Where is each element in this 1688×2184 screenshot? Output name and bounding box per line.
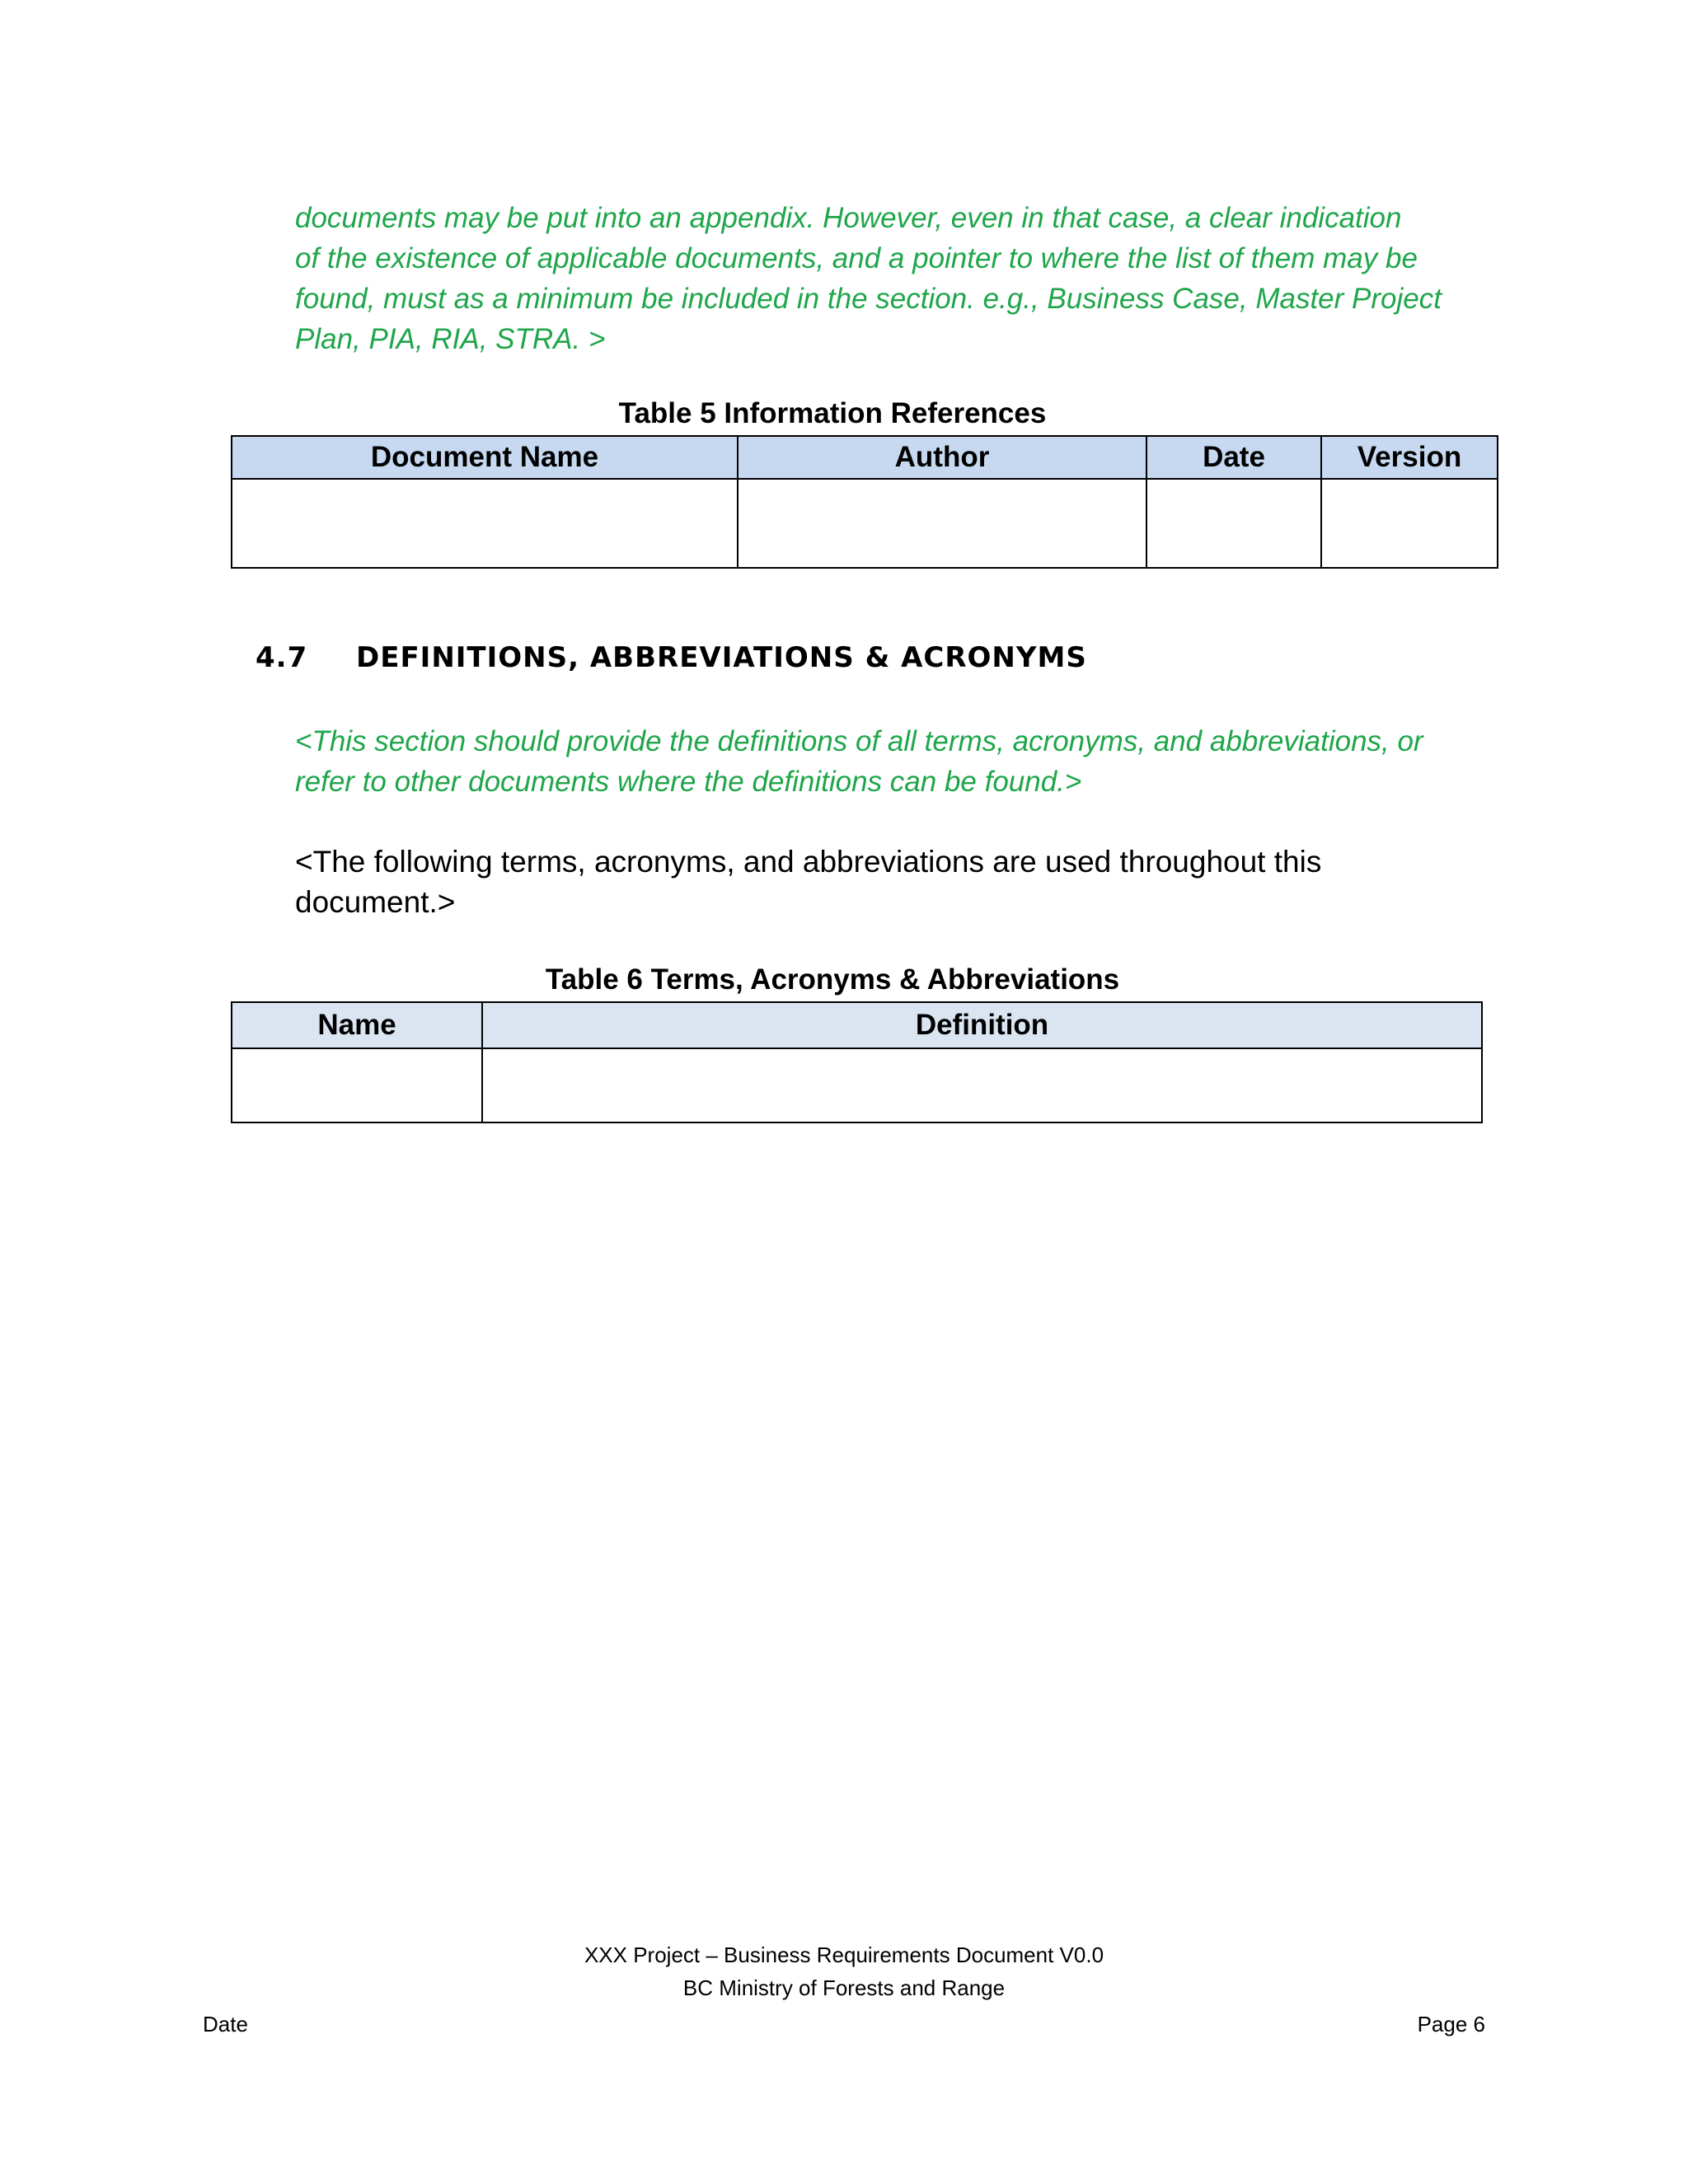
table6-caption: Table 6 Terms, Acronyms & Abbreviations (545, 963, 1120, 996)
intro-instruction-paragraph (295, 198, 1490, 359)
intro-line: documents may be put into an appendix. However, even in that case, a clear indication (295, 202, 1402, 234)
table-cell[interactable] (738, 479, 1146, 568)
intro-line: of the existence of applicable documents, and a pointer to where the list of them may be (295, 242, 1418, 274)
section-heading (256, 640, 1087, 676)
footer-document-title: XXX Project – Business Requirements Document V0.0 (584, 1943, 1104, 1967)
table-cell[interactable] (1321, 479, 1498, 568)
footer-organization: BC Ministry of Forests and Range (682, 1975, 1006, 2000)
table5-caption: Table 5 Information References (618, 397, 1047, 429)
footer-page-number: Page 6 (1417, 2012, 1485, 2036)
body-line: <The following terms, acronyms, and abbreviations are used throughout this (295, 845, 1322, 879)
column-header-name: Name (232, 1002, 482, 1048)
column-header-version: Version (1321, 436, 1498, 479)
column-header-definition: Definition (482, 1002, 1482, 1048)
section-number: 4.7 (256, 641, 308, 674)
table-cell[interactable] (482, 1048, 1482, 1122)
instruction-line: refer to other documents where the definitions can be found.> (295, 766, 1082, 798)
section-title: DEFINITIONS, ABBREVIATIONS & ACRONYMS (356, 641, 1087, 674)
body-line: document.> (295, 885, 456, 919)
information-references-table (231, 435, 1498, 569)
table-cell[interactable] (1146, 479, 1321, 568)
terms-acronyms-table (231, 1001, 1483, 1123)
section-instruction-paragraph (295, 721, 1490, 802)
table-cell[interactable] (232, 479, 738, 568)
table-row (232, 1048, 1482, 1122)
table-cell[interactable] (232, 1048, 482, 1122)
instruction-line: <This section should provide the definitions of all terms, acronyms, and abbreviations, or (295, 725, 1423, 757)
table-header-row (232, 436, 1498, 479)
table-row (232, 479, 1498, 568)
body-paragraph (295, 841, 1490, 922)
column-header-author: Author (738, 436, 1146, 479)
column-header-document-name: Document Name (232, 436, 738, 479)
table-header-row (232, 1002, 1482, 1048)
footer-date: Date (203, 2012, 248, 2036)
column-header-date: Date (1146, 436, 1321, 479)
intro-line: Plan, PIA, RIA, STRA. > (295, 323, 606, 355)
intro-line: found, must as a minimum be included in the section. e.g., Business Case, Master Project (295, 283, 1442, 315)
